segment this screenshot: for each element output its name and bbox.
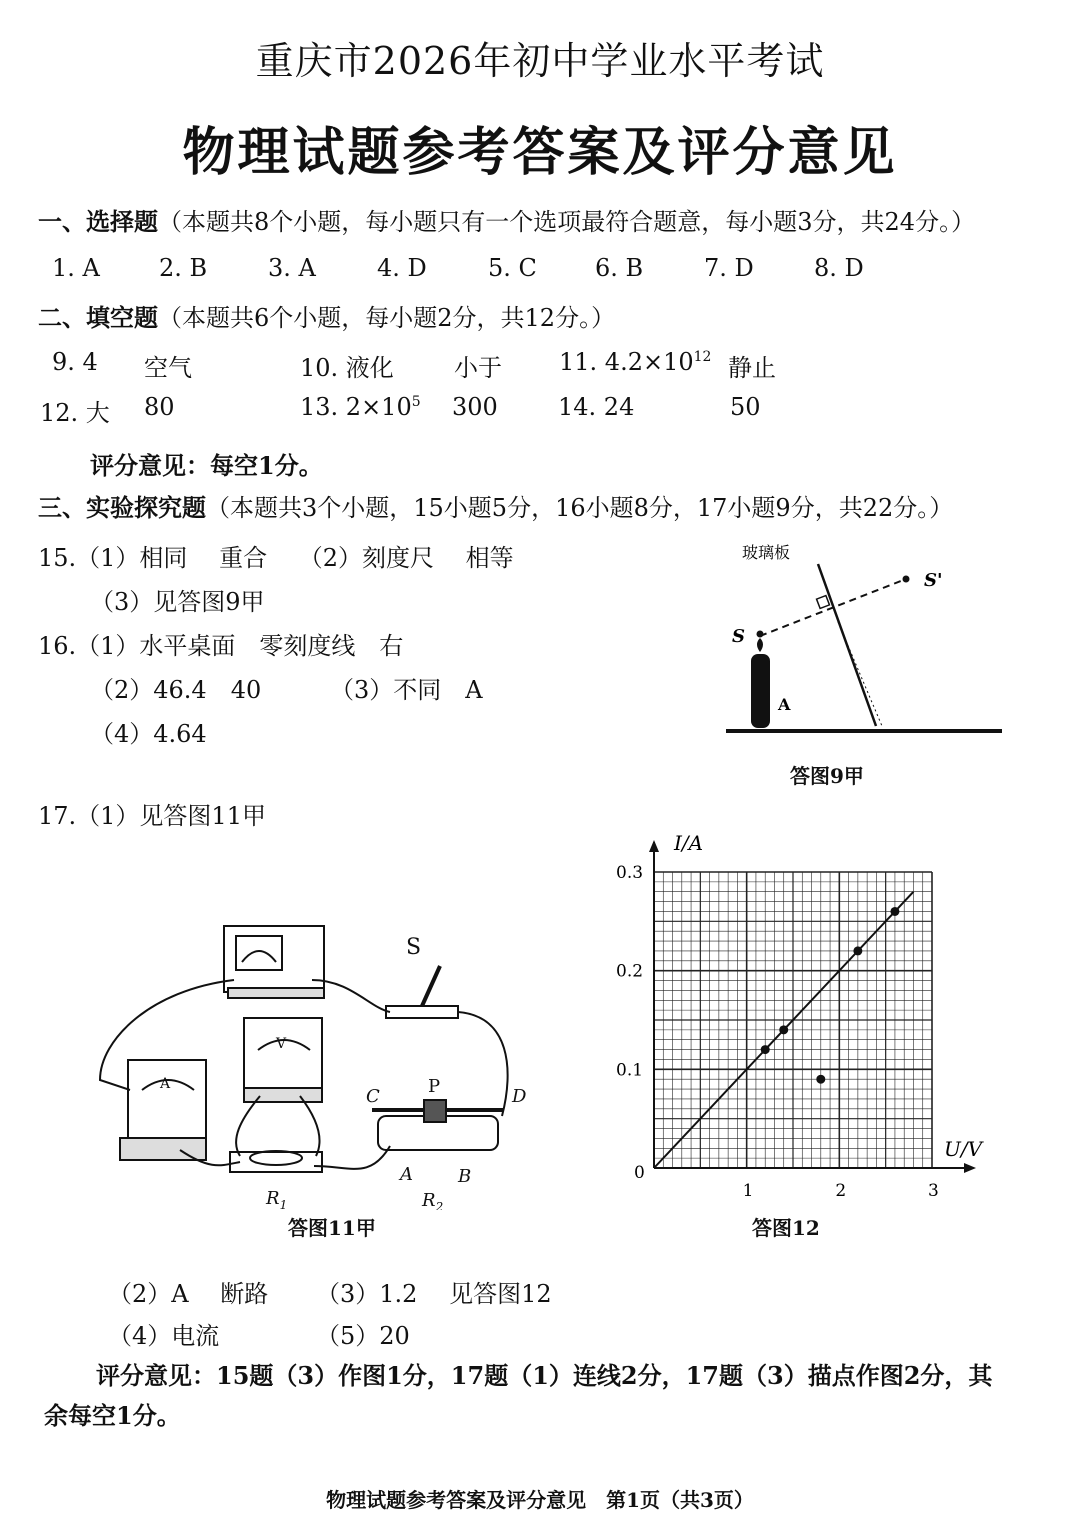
section1-answers bbox=[52, 254, 1052, 284]
q17-line3b: （5）20 bbox=[316, 1322, 410, 1350]
section2-row2 bbox=[40, 393, 1040, 427]
answer-13-exp: 5 bbox=[411, 394, 421, 410]
y-axis-arrow bbox=[649, 840, 659, 852]
figure-11-caption: 答图11甲 bbox=[288, 1216, 376, 1240]
answer-4: 4. D bbox=[377, 254, 427, 282]
x-tick-label: 1 bbox=[742, 1181, 754, 1201]
section1-heading: 一、选择题 bbox=[38, 207, 158, 236]
page-footer: 物理试题参考答案及评分意见 第1页（共3页） bbox=[326, 1488, 754, 1512]
answer-11-exp: 12 bbox=[693, 349, 712, 365]
wire bbox=[458, 1012, 508, 1116]
answer-2: 2. B bbox=[159, 254, 208, 282]
q17-line3a: （4）电流 bbox=[108, 1322, 220, 1350]
q17-line2b: （3）1.2 见答图12 bbox=[316, 1280, 552, 1308]
right-angle-mark bbox=[817, 596, 830, 609]
section3-note: （本题共3个小题，15小题5分，16小题8分，17小题9分，共22分。） bbox=[206, 494, 954, 522]
answer-1: 1. A bbox=[52, 254, 100, 282]
object-point bbox=[757, 631, 764, 638]
q15-line2: （3）见答图9甲 bbox=[90, 588, 265, 616]
slider-label-P: P bbox=[428, 1076, 441, 1097]
resistor-R2-label bbox=[421, 1190, 443, 1210]
answer-13 bbox=[300, 393, 421, 421]
terminal-label-A: A bbox=[400, 1164, 413, 1185]
rheostat-slider bbox=[424, 1100, 446, 1122]
section3-scoring-line1: 评分意见：15题（3）作图1分，17题（1）连线2分，17题（3）描点作图2分，其 bbox=[96, 1361, 993, 1390]
voltmeter-label: V bbox=[276, 1036, 287, 1052]
answer-11-base: 11. 4.2×10 bbox=[559, 348, 694, 376]
section3-scoring-line2: 余每空1分。 bbox=[44, 1401, 181, 1430]
answer-13b: 300 bbox=[452, 393, 498, 421]
q15-line1: 15.（1）相同 重合 （2）刻度尺 相等 bbox=[38, 544, 514, 572]
glass-plate-label: 玻璃板 bbox=[742, 543, 791, 562]
candle-label: A bbox=[778, 695, 791, 714]
answer-6: 6. B bbox=[595, 254, 644, 282]
q16-line3: （4）4.64 bbox=[90, 720, 207, 748]
ammeter bbox=[128, 1060, 206, 1138]
resistor-R2-letter: R bbox=[422, 1190, 436, 1210]
candle-flame bbox=[757, 638, 763, 652]
terminal-label-C: C bbox=[366, 1086, 380, 1107]
answer-10: 10. 液化 bbox=[300, 354, 394, 382]
origin-label: 0 bbox=[634, 1163, 645, 1183]
switch-label: S bbox=[406, 935, 422, 960]
resistor-R1-subscript: 1 bbox=[279, 1198, 288, 1210]
x-tick-label: 2 bbox=[835, 1181, 847, 1201]
wire bbox=[314, 1146, 390, 1169]
y-axis-label: I/A bbox=[674, 831, 704, 855]
answer-12: 12. 大 bbox=[40, 399, 110, 427]
answer-13-base: 13. 2×10 bbox=[300, 393, 412, 421]
chart-tick-labels bbox=[616, 863, 939, 1201]
section2-note: （本题共6个小题，每小题2分，共12分。） bbox=[158, 304, 616, 332]
section2-row1 bbox=[52, 348, 1052, 382]
y-tick-label: 0.3 bbox=[616, 863, 644, 883]
data-point bbox=[761, 1045, 770, 1054]
resistor-R1-letter: R bbox=[266, 1188, 280, 1209]
data-point bbox=[890, 907, 899, 916]
wire bbox=[100, 980, 234, 1090]
answer-3: 3. A bbox=[268, 254, 316, 282]
section3-title bbox=[38, 488, 953, 523]
answer-14b: 50 bbox=[730, 393, 761, 421]
figure-9-diagram bbox=[720, 530, 1020, 750]
section2-title bbox=[38, 298, 615, 333]
answer-9: 9. 4 bbox=[52, 348, 98, 376]
wire bbox=[236, 1096, 260, 1156]
image-point-label: S' bbox=[924, 570, 943, 591]
figure-9-caption: 答图9甲 bbox=[790, 764, 864, 788]
wire bbox=[300, 1096, 320, 1156]
answer-11 bbox=[559, 348, 711, 376]
q16-line2a: （2）46.4 40 bbox=[90, 676, 262, 704]
x-axis-label: U/V bbox=[944, 1137, 983, 1161]
terminal-label-B: B bbox=[458, 1166, 472, 1187]
terminal-label-D: D bbox=[512, 1086, 527, 1107]
answer-12b: 80 bbox=[144, 393, 175, 421]
y-tick-label: 0.1 bbox=[616, 1060, 644, 1081]
candle-A bbox=[751, 654, 770, 728]
page-subtitle: 物理试题参考答案及评分意见 bbox=[182, 122, 898, 183]
x-tick-label: 3 bbox=[928, 1181, 939, 1201]
image-point bbox=[903, 576, 910, 583]
section2-heading: 二、填空题 bbox=[38, 303, 158, 332]
answer-5: 5. C bbox=[488, 254, 537, 282]
answer-11b: 静止 bbox=[728, 354, 776, 382]
answer-10b: 小于 bbox=[454, 354, 502, 382]
image-construction-line bbox=[760, 579, 906, 636]
ammeter-label: A bbox=[160, 1076, 171, 1092]
section1-title bbox=[38, 202, 975, 237]
answer-9b: 空气 bbox=[144, 354, 192, 382]
answer-7: 7. D bbox=[704, 254, 754, 282]
q17-line1: 17.（1）见答图11甲 bbox=[38, 802, 266, 830]
q17-line2a: （2）A 断路 bbox=[108, 1280, 269, 1308]
chart-axes bbox=[649, 840, 976, 1173]
data-point bbox=[853, 946, 862, 955]
figure-12-caption: 答图12 bbox=[752, 1216, 820, 1240]
page-title: 重庆市2026年初中学业水平考试 bbox=[255, 39, 825, 83]
section2-scoring: 评分意见：每空1分。 bbox=[90, 451, 323, 480]
resistor-R1 bbox=[230, 1152, 322, 1172]
data-point bbox=[779, 1025, 788, 1034]
y-tick-label: 0.2 bbox=[616, 961, 644, 982]
switch-lever bbox=[422, 966, 440, 1006]
data-point bbox=[816, 1075, 825, 1084]
section3-heading: 三、实验探究题 bbox=[38, 493, 206, 522]
voltmeter bbox=[244, 1018, 322, 1090]
q16-line1: 16.（1）水平桌面 零刻度线 右 bbox=[38, 632, 404, 660]
glass-plate bbox=[818, 564, 876, 726]
figure-11-circuit bbox=[90, 920, 550, 1210]
x-axis-arrow bbox=[964, 1163, 976, 1173]
section1-note: （本题共8个小题，每小题只有一个选项最符合题意，每小题3分，共24分。） bbox=[158, 208, 976, 236]
resistor-R1-label bbox=[265, 1188, 287, 1210]
answer-14: 14. 24 bbox=[558, 393, 635, 421]
object-point-label: S bbox=[732, 626, 745, 647]
glass-plate-hatch bbox=[838, 622, 882, 726]
q16-line2b: （3）不同 A bbox=[330, 676, 483, 704]
answer-8: 8. D bbox=[814, 254, 864, 282]
figure-12-chart bbox=[600, 830, 1000, 1210]
resistor-R2-subscript: 2 bbox=[435, 1200, 444, 1210]
switch-base bbox=[386, 1006, 458, 1018]
